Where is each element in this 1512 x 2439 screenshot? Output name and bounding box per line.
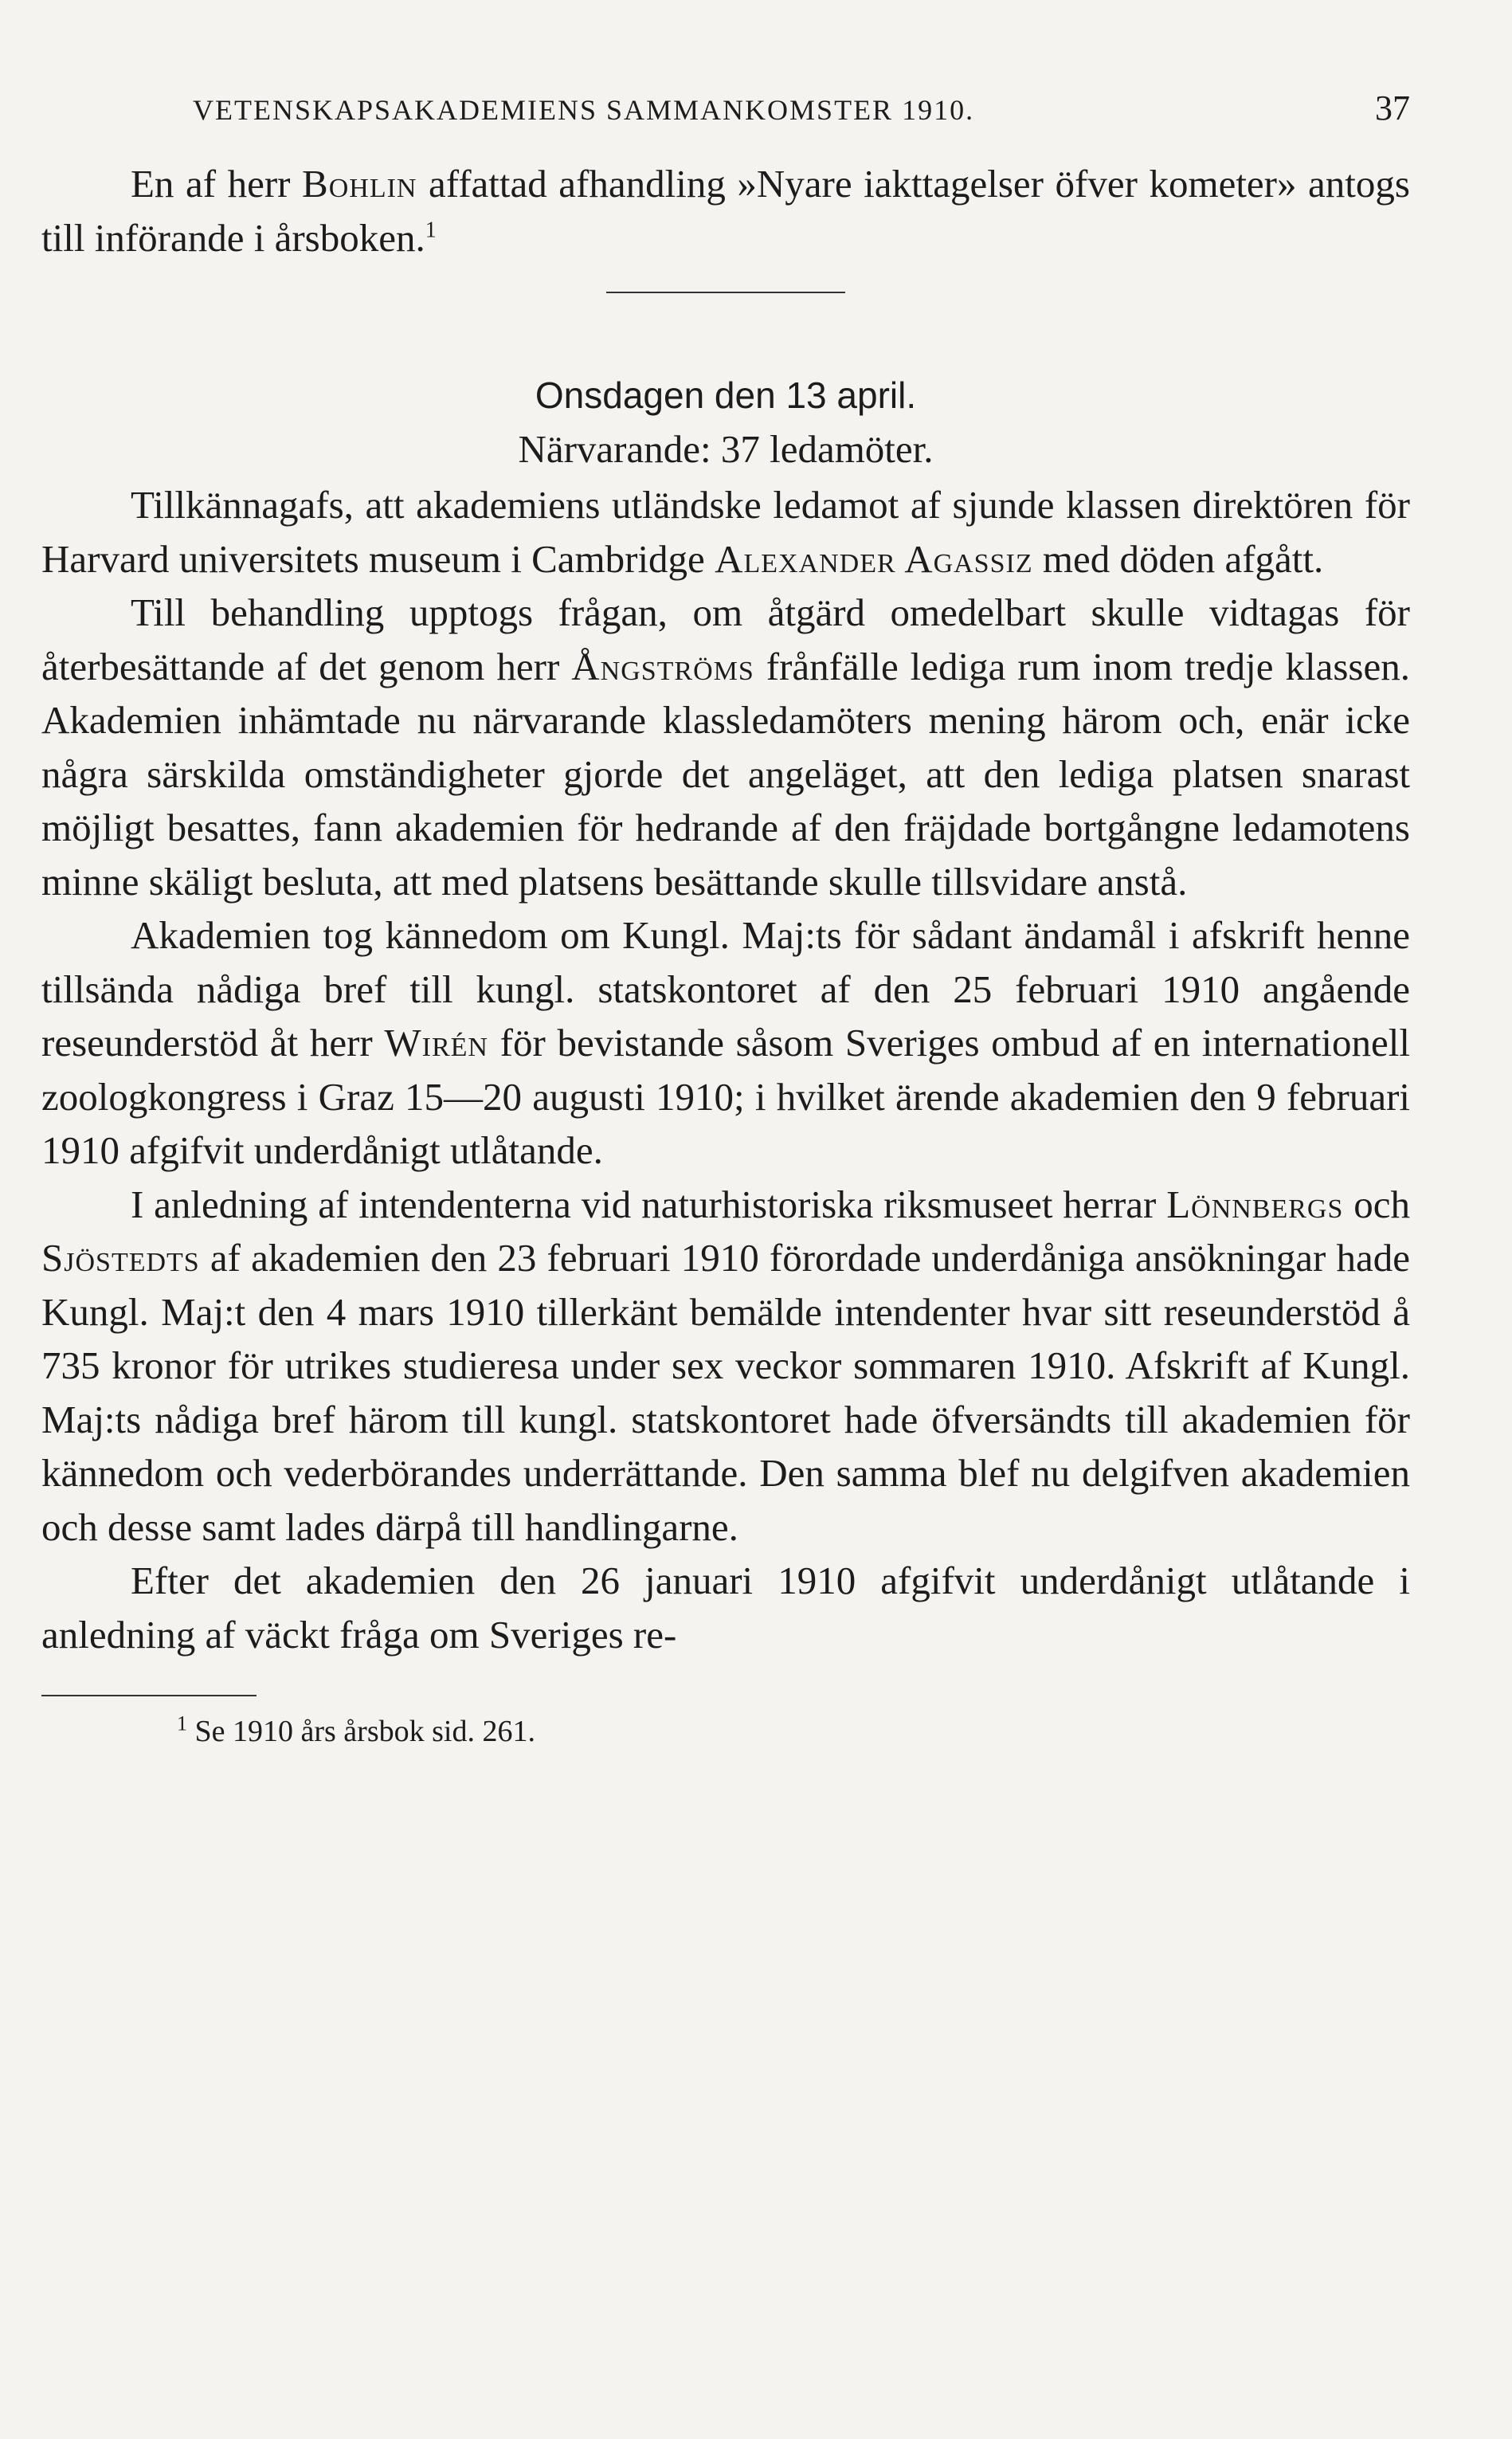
text-run: af akademien den 23 februari 1910 förordade underdåniga ansökningar hade Kungl. Maj:t den 4 mars 1910 tillerkänt bemälde intendenter hvar sitt reseunderstöd å 735 kronor för utrikes studieresa under sex veckor sommaren 1910. Afskrift af Kungl. Maj:ts nådiga bref härom till kungl. statskontoret hade öfversändts till akademien för kännedom och vederbörandes underrättande. Den samma blef nu delgifven akademien och desse samt lades därpå till handlingarne. bbox=[41, 1236, 1410, 1549]
paragraph-agassiz bbox=[41, 478, 1410, 586]
text-run: I anledning af intendenterna vid naturhistoriska riksmuseet herrar bbox=[131, 1182, 1167, 1226]
attendance: Närvarande: 37 ledamöter. bbox=[518, 427, 934, 471]
footnote-text: Se 1910 års årsbok sid. 261. bbox=[187, 1715, 535, 1748]
text-run: frånfälle lediga rum inom tredje klassen. Akademien inhämtade nu närvarande klassledamöters mening härom och, enär icke några särskilda omständigheter gjorde det angeläget, att den lediga platsen snarast möjligt besattes, fann akademien för hedrande af den fräjdade bortgångne ledamotens minne skäligt besluta, att med platsens besättande skulle tillsvidare anstå. bbox=[41, 644, 1410, 904]
text-run: för bevistande såsom Sveriges ombud af en internationell zoologkongress i Graz 15—20 augusti 1910; i hvilket ärende akademien den 9 februari 1910 afgifvit underdånigt utlåtande. bbox=[41, 1021, 1410, 1172]
person-name: Bohlin bbox=[302, 162, 417, 206]
text-run: och bbox=[1343, 1182, 1410, 1226]
footnote-ref: 1 bbox=[425, 218, 437, 243]
person-name: Wirén bbox=[384, 1021, 488, 1065]
paragraph-angstrom bbox=[41, 586, 1410, 908]
text-run: affattad afhandling »Nyare iakttagelser öfver kometer» antogs till införande i årsboken. bbox=[41, 162, 1410, 260]
paragraph-bohlin bbox=[41, 157, 1410, 265]
text-run: Tillkännagafs, att akademiens utländske ledamot af sjunde klassen direktören för Harvard universitets museum i Cambridge bbox=[41, 483, 1410, 581]
section-divider bbox=[606, 292, 845, 293]
page-number: 37 bbox=[1375, 88, 1410, 127]
session-date: Onsdagen den 13 april. bbox=[535, 374, 917, 416]
running-header bbox=[193, 88, 1410, 128]
person-name: Lönnbergs bbox=[1166, 1182, 1344, 1226]
footnote-divider bbox=[41, 1695, 257, 1696]
text-run: Akademien tog kännedom om Kungl. Maj:ts för sådant ändamål i afskrift henne tillsända nådiga bref till kungl. statskontoret af den 25 februari 1910 angående reseunderstöd åt herr bbox=[41, 913, 1410, 1065]
footnote bbox=[177, 1714, 1410, 1749]
footnote-mark: 1 bbox=[177, 1712, 187, 1735]
person-name: Alexander Agassiz bbox=[715, 536, 1033, 581]
paragraph-intendenter bbox=[41, 1178, 1410, 1555]
paragraph-sveriges: Efter det akademien den 26 januari 1910 afgifvit underdånigt utlåtande i anledning af väckt fråga om Sveriges re- bbox=[41, 1559, 1410, 1657]
text-run: med döden afgått. bbox=[1032, 536, 1324, 581]
header-title: VETENSKAPSAKADEMIENS SAMMANKOMSTER 1910. bbox=[193, 94, 975, 126]
person-name: Ångströms bbox=[571, 644, 754, 688]
paragraph-wiren bbox=[41, 908, 1410, 1178]
text-run: En af herr bbox=[131, 162, 303, 206]
text-run: Till behandling upptogs frågan, om åtgärd omedelbart skulle vidtagas för återbesättande af det genom herr bbox=[41, 590, 1410, 688]
person-name: Sjöstedts bbox=[41, 1236, 200, 1280]
